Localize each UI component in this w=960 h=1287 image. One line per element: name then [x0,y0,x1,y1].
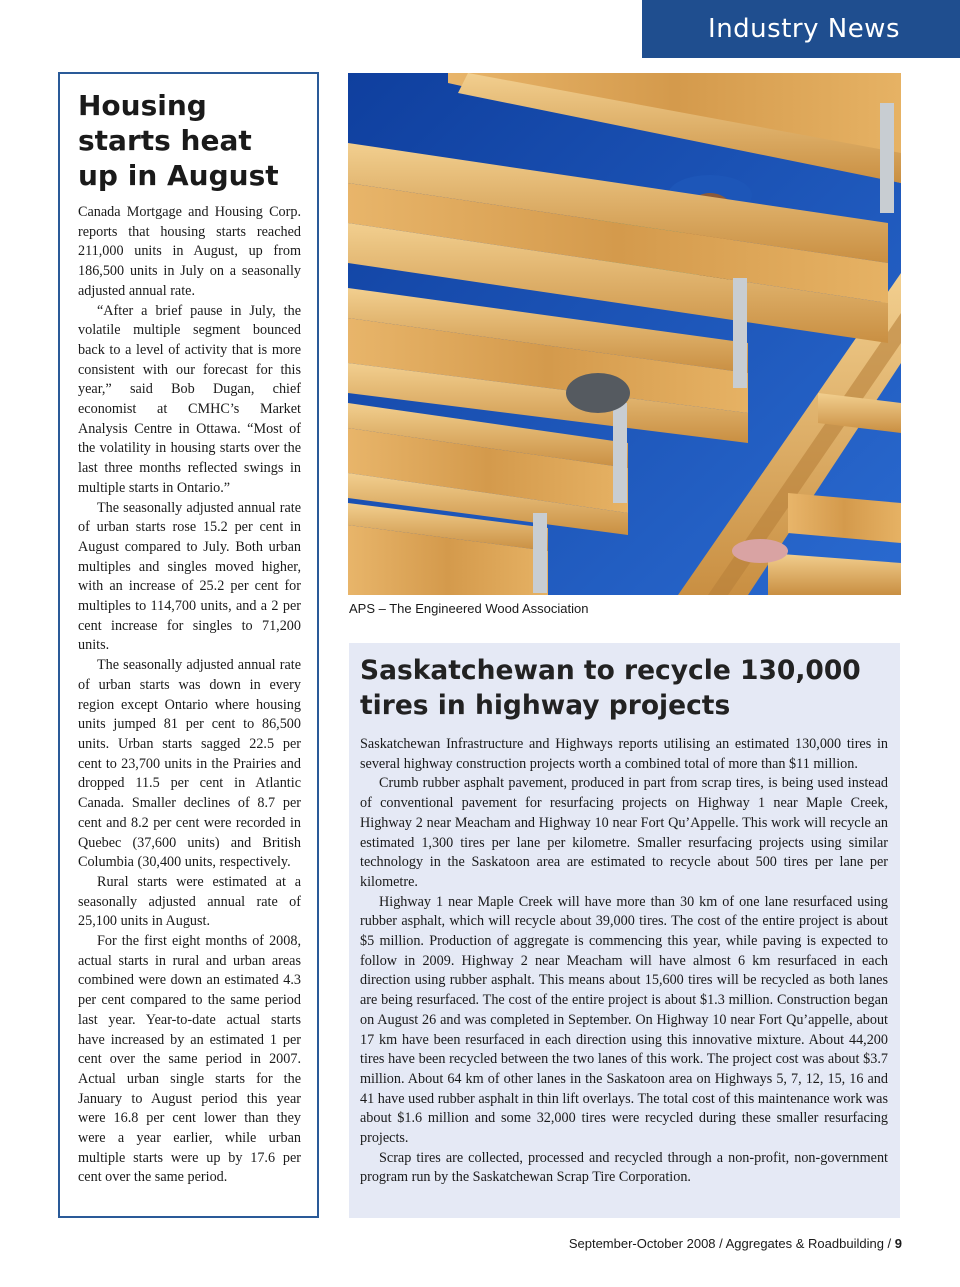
article-title: Saskatchewan to recycle 130,000 tires in highway projects [360,655,861,721]
sidebar-paragraph: The seasonally adjusted annual rate of urban starts rose 15.2 per cent in August compared to July. Both urban multiples and singles moved higher, with an increase of 25.2 per cent for multiples to 114,700 units, and a 2 per cent increase for singles to 71,200 units. [78,499,301,654]
sidebar-paragraph: Canada Mortgage and Housing Corp. reports that housing starts reached 211,000 units in August, up from 186,500 units in July on a seasonally adjusted annual rate. [78,204,301,299]
featured-article [349,643,900,1218]
photo-caption: APS – The Engineered Wood Association [349,601,589,616]
section-tab: Industry News [642,0,960,58]
sidebar-paragraph: The seasonally adjusted annual rate of urban starts was down in every region except Ontario where housing units jumped 81 per cent to 86,500 units. Urban starts sagged 22.5 per cent to 23,700 units in the Prairies and dropped 11.5 per cent in Atlantic Canada. Smaller declines of 8.7 per cent and 8.2 per cent were recorded in Quebec (37,600 units) and British Columbia (30,400 units, respectively. [78,657,301,871]
sidebar-article [58,72,319,1218]
article-paragraph: Crumb rubber asphalt pavement, produced in part from scrap tires, is being used instead of conventional pavement for resurfacing projects on Highway 1 near Maple Creek, Highway 2 near Meacham and Highway 10 near Fort Qu’Appelle. This work will recycle an estimated 1,300 tires per lane per kilometre. Smaller resurfacing projects using similar technology in the Saskatoon area are estimated to recycle about 500 tires per lane per kilometre. [360,775,888,890]
footer-text: September-October 2008 / Aggregates & Roadbuilding / [568,1236,895,1251]
construction-photo [348,73,901,595]
article-paragraph: Highway 1 near Maple Creek will have more than 30 km of one lane resurfaced using rubber asphalt, which will recycle about 39,000 tires. The cost of the entire project is about $5 million. Production of aggregate is commencing this year, while paving is expected to follow in 2009. Highway 2 near Meacham will have almost 6 km resurfaced in each direction using rubber asphalt. This means about 15,600 tires will be recycled as both lanes are being resurfaced. The cost of the entire project is about $1.3 million. Construction began on August 26 and was completed in September. On Highway 10 near Fort Qu’appelle, about 17 km have been resurfaced in each direction using this innovative mixture. About 44,200 tires have been recycled between the two lanes of this work. The project cost was about $3.7 million. About 64 km of other lanes in the Saskatoon area on Highways 5, 7, 12, 15, 16 and 41 have used rubber asphalt in thin lift overlays. The total cost of this maintenance work was about $1.6 million and some 32,000 tires were recycled during these smaller resurfacing projects. [360,893,888,1147]
construction-photo-icon [348,73,901,595]
page-footer [569,1236,902,1251]
sidebar-paragraph: “After a brief pause in July, the volatile multiple segment bounced back to a level of activity that is more consistent with our forecast for this year,” said Bob Dugan, chief economist at CMHC’s Market Analysis Centre in Ottawa. “Most of the volatility in housing starts over the last three months reflected swings in multiple starts in Ontario.” [78,302,301,496]
sidebar-paragraph: Rural starts were estimated at a seasonally adjusted annual rate of 25,100 units in August. [78,873,301,930]
article-paragraph: Scrap tires are collected, processed and recycled through a non-profit, non-government program run by the Saskatchewan Scrap Tire Corporation. [360,1149,888,1186]
article-paragraph: Saskatchewan Infrastructure and Highways reports utilising an estimated 130,000 tires in several highway construction projects worth a combined total of more than $11 million. [360,736,888,772]
sidebar-paragraph: For the first eight months of 2008, actual starts in rural and urban areas combined were down an estimated 4.3 per cent compared to the same period last year. Year-to-date actual starts have increased by an estimated 1 per cent over the same period in 2007. Actual urban single starts for the January to August period this year were 16.8 per cent lower than they were a year earlier, while urban multiple starts were up by 17.6 per cent over the same period. [78,933,301,1186]
sidebar-title: Housing starts heat up in August [78,89,279,192]
page-number: 9 [894,1236,902,1251]
